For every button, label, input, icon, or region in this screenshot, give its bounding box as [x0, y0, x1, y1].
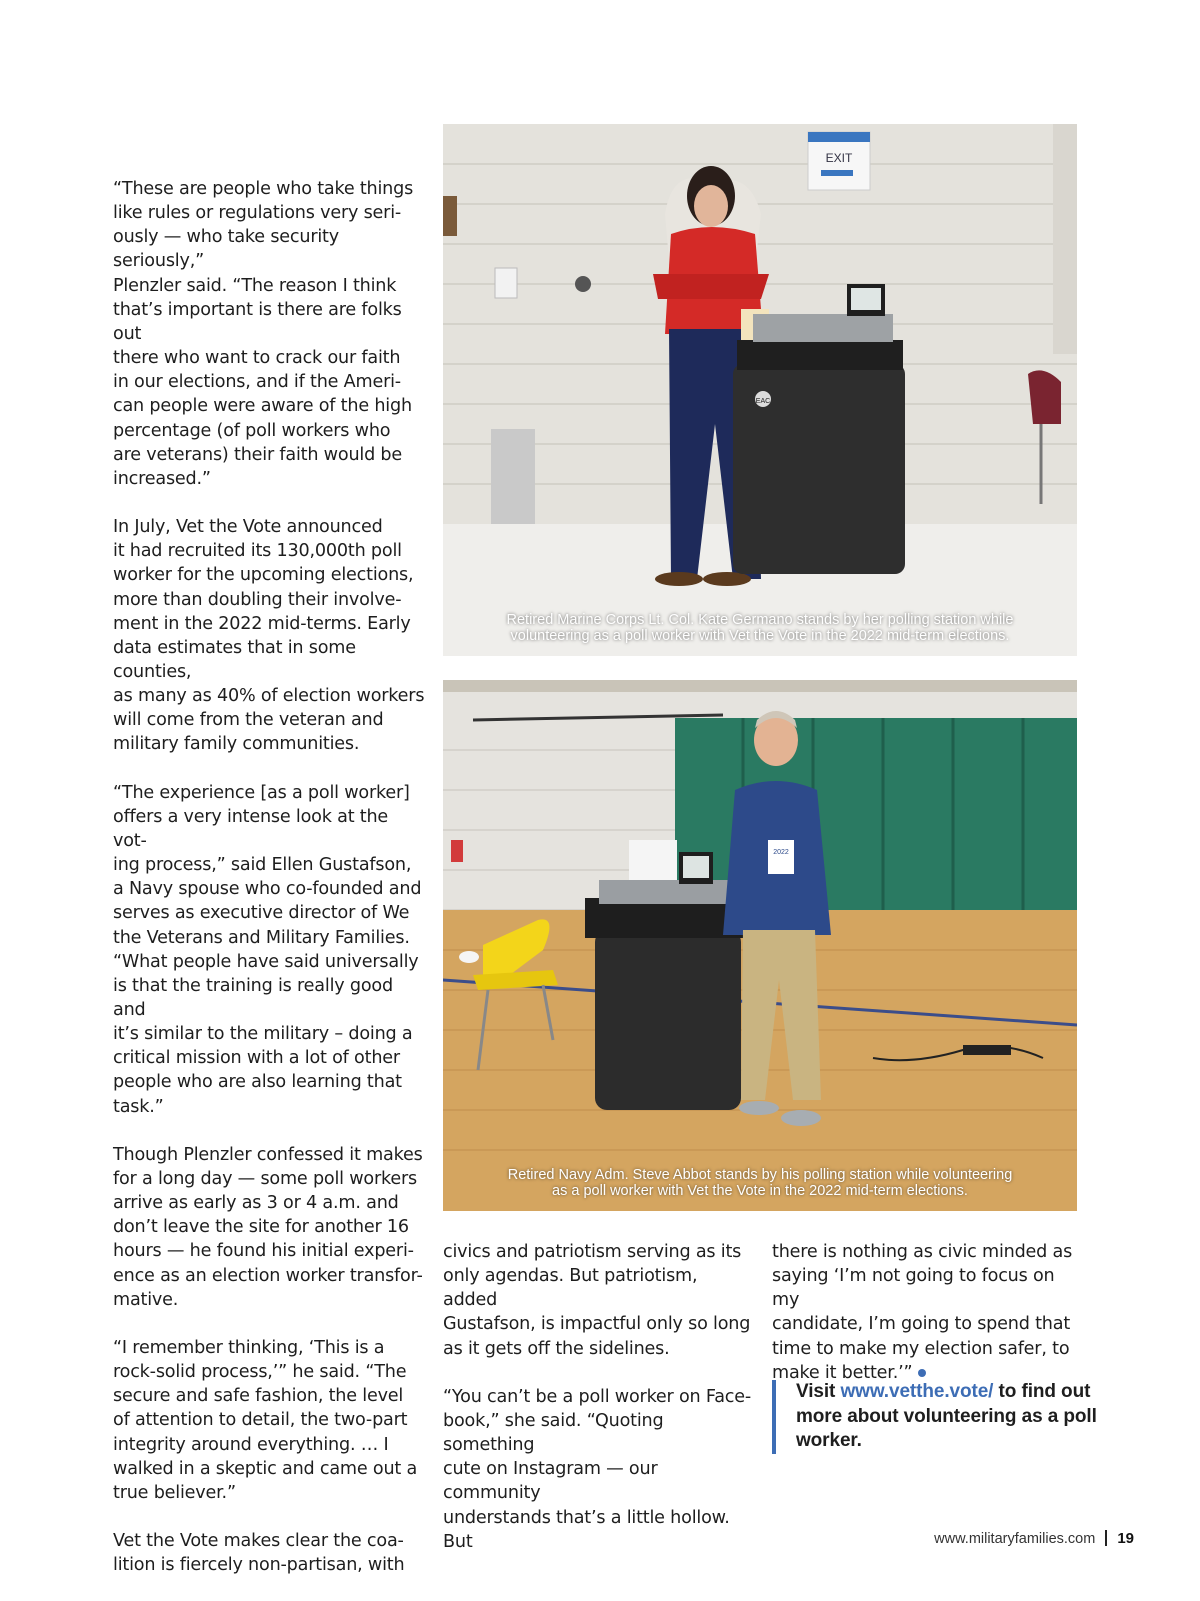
page-number: 19	[1117, 1530, 1134, 1547]
photo-caption: Retired Navy Adm. Steve Abbot stands by his polling station while volunteering as a poll worker with Vet the Vote in the 2022 mid-term elections.	[507, 1167, 1013, 1199]
photo-caption: Retired Marine Corps Lt. Col. Kate Germano stands by her polling station while volunteering as a poll worker with Vet the Vote in the 2022 mid-term elections.	[506, 612, 1014, 644]
callout-prefix: Visit	[796, 1381, 841, 1402]
callout-suffix: to find out more about volunteering as a poll worker.	[796, 1381, 1097, 1451]
article-column-1	[113, 177, 425, 1601]
paragraph: civics and patriotism serving as its only agendas. But patriotism, added Gustafson, is impactful only so long as it gets off the sidelines.	[443, 1242, 751, 1359]
photo-steve-abbot	[443, 680, 1077, 1211]
footer-divider	[1105, 1530, 1107, 1546]
photo-kate-germano	[443, 124, 1077, 656]
vetthevote-link[interactable]: www.vetthe.vote/	[840, 1381, 994, 1402]
paragraph: “The experience [as a poll worker] offers a very intense look at the vot- ing process,” said Ellen Gustafson, a Navy spouse who co-founded and serves as executive director of We the Veterans and Military Families. “What people have said universally is that the training is really good and it’s similar to the military – doing a critical mission with a lot of other people who are also learning that task.”	[113, 782, 422, 1117]
footer-website[interactable]: www.militaryfamilies.com	[934, 1531, 1096, 1547]
paragraph: “I remember thinking, ‘This is a rock-solid process,’” he said. “The secure and safe fashion, the level of attention to detail, the two-part integrity around everything. … I walked in a skeptic and came out a true believer.”	[113, 1337, 418, 1503]
eac-sticker: EAC	[755, 398, 771, 405]
end-mark-icon	[918, 1369, 926, 1377]
exit-sign: EXIT	[825, 151, 853, 165]
paragraph: In July, Vet the Vote announced it had recruited its 130,000th poll worker for the upcoming elections, more than doubling their involve- ment in the 2022 mid-terms. Early data estimates that in some counties, as many as 40% of election workers will come from the veteran and military family communities.	[113, 517, 425, 755]
photo-illustration	[443, 124, 1077, 656]
page-footer	[934, 1530, 1134, 1547]
paragraph: “You can’t be a poll worker on Face- book,” she said. “Quoting something cute on Instagram — our community understands that’s a little hollow. But	[443, 1386, 752, 1552]
paragraph: Vet the Vote makes clear the coa- lition is fiercely non-partisan, with	[113, 1530, 405, 1576]
paragraph-end	[772, 1240, 1084, 1385]
article-column-2	[443, 1240, 755, 1578]
photo-illustration	[443, 680, 1077, 1211]
name-badge: 2022	[773, 849, 789, 856]
callout-box	[772, 1380, 1116, 1454]
paragraph: Though Plenzler confessed it makes for a long day — some poll workers arrive as early as 3 or 4 a.m. and don’t leave the site for another 16 hours — he found his initial experi- ence as an election worker transfor- mative.	[113, 1144, 423, 1310]
paragraph: “These are people who take things like rules or regulations very seri- ously — who take security seriously,” Plenzler said. “The reason I think that’s important is there are folks out there who want to crack our faith in our elections, and if the Ameri- can people were aware of the high percentage (of poll workers who are veterans) their faith would be increased.”	[113, 179, 414, 489]
paragraph-text: there is nothing as civic minded as saying ‘I’m not going to focus on my candidate, I’m going to spend that time to make my election safer, to make it better.’”	[772, 1242, 1073, 1383]
